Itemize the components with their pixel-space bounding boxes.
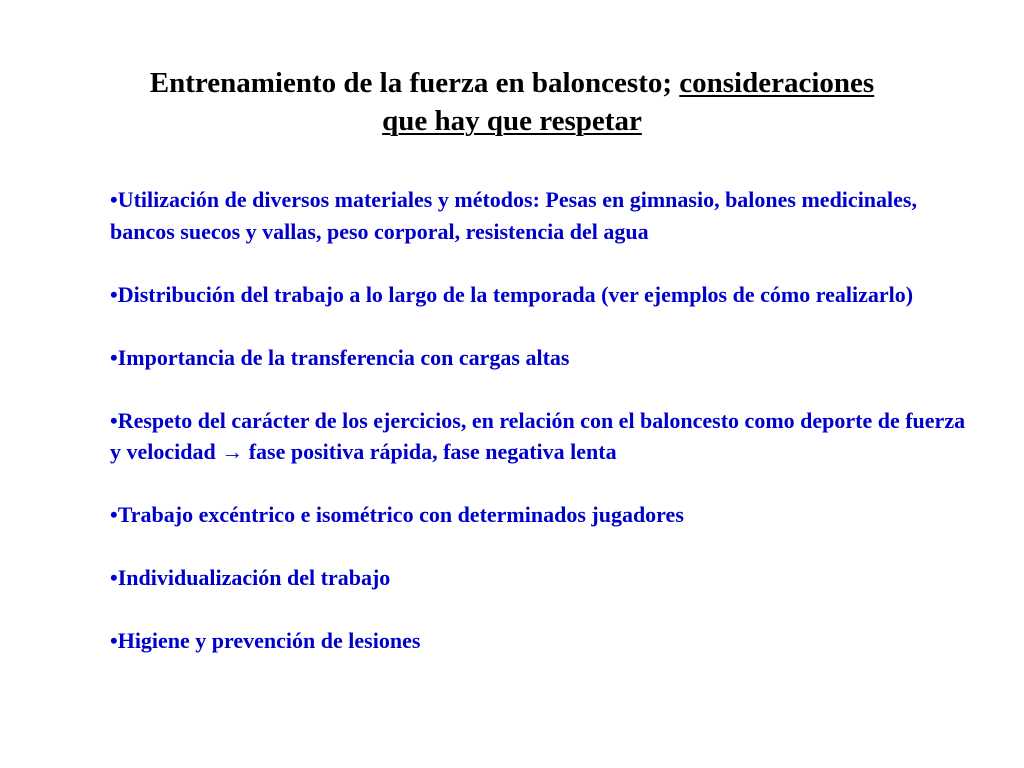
bullet-item-distribution: •Distribución del trabajo a lo largo de la temporada (ver ejemplos de cómo realizarlo)	[110, 281, 914, 307]
bullet-item-exercise-character: •Respeto del carácter de los ejercicios, en relación con el baloncesto como deporte de fuerza y velocidad → fase positiva rápida, fase negativa lenta	[110, 407, 966, 464]
bullet-item-eccentric-isometric: •Trabajo excéntrico e isométrico con determinados jugadores	[110, 502, 684, 527]
bullet-item-transfer: •Importancia de la transferencia con cargas altas	[110, 344, 570, 370]
title-text-main: Entrenamiento de la fuerza en baloncesto;	[149, 67, 680, 99]
bullet-item-materials: •Utilización de diversos materiales y métodos: Pesas en gimnasio, balones medicinales, bancos suecos y vallas, peso corporal, resistencia del agua	[110, 187, 917, 244]
bullet-item-hygiene-prevention: •Higiene y prevención de lesiones	[110, 628, 421, 653]
bullet-list	[110, 184, 980, 657]
bullet-item-individualization: •Individualización del trabajo	[110, 565, 391, 590]
title-text-underlined-line2: que hay que respetar	[382, 105, 642, 137]
slide-title	[60, 64, 964, 140]
title-text-underlined: consideraciones	[679, 67, 875, 99]
